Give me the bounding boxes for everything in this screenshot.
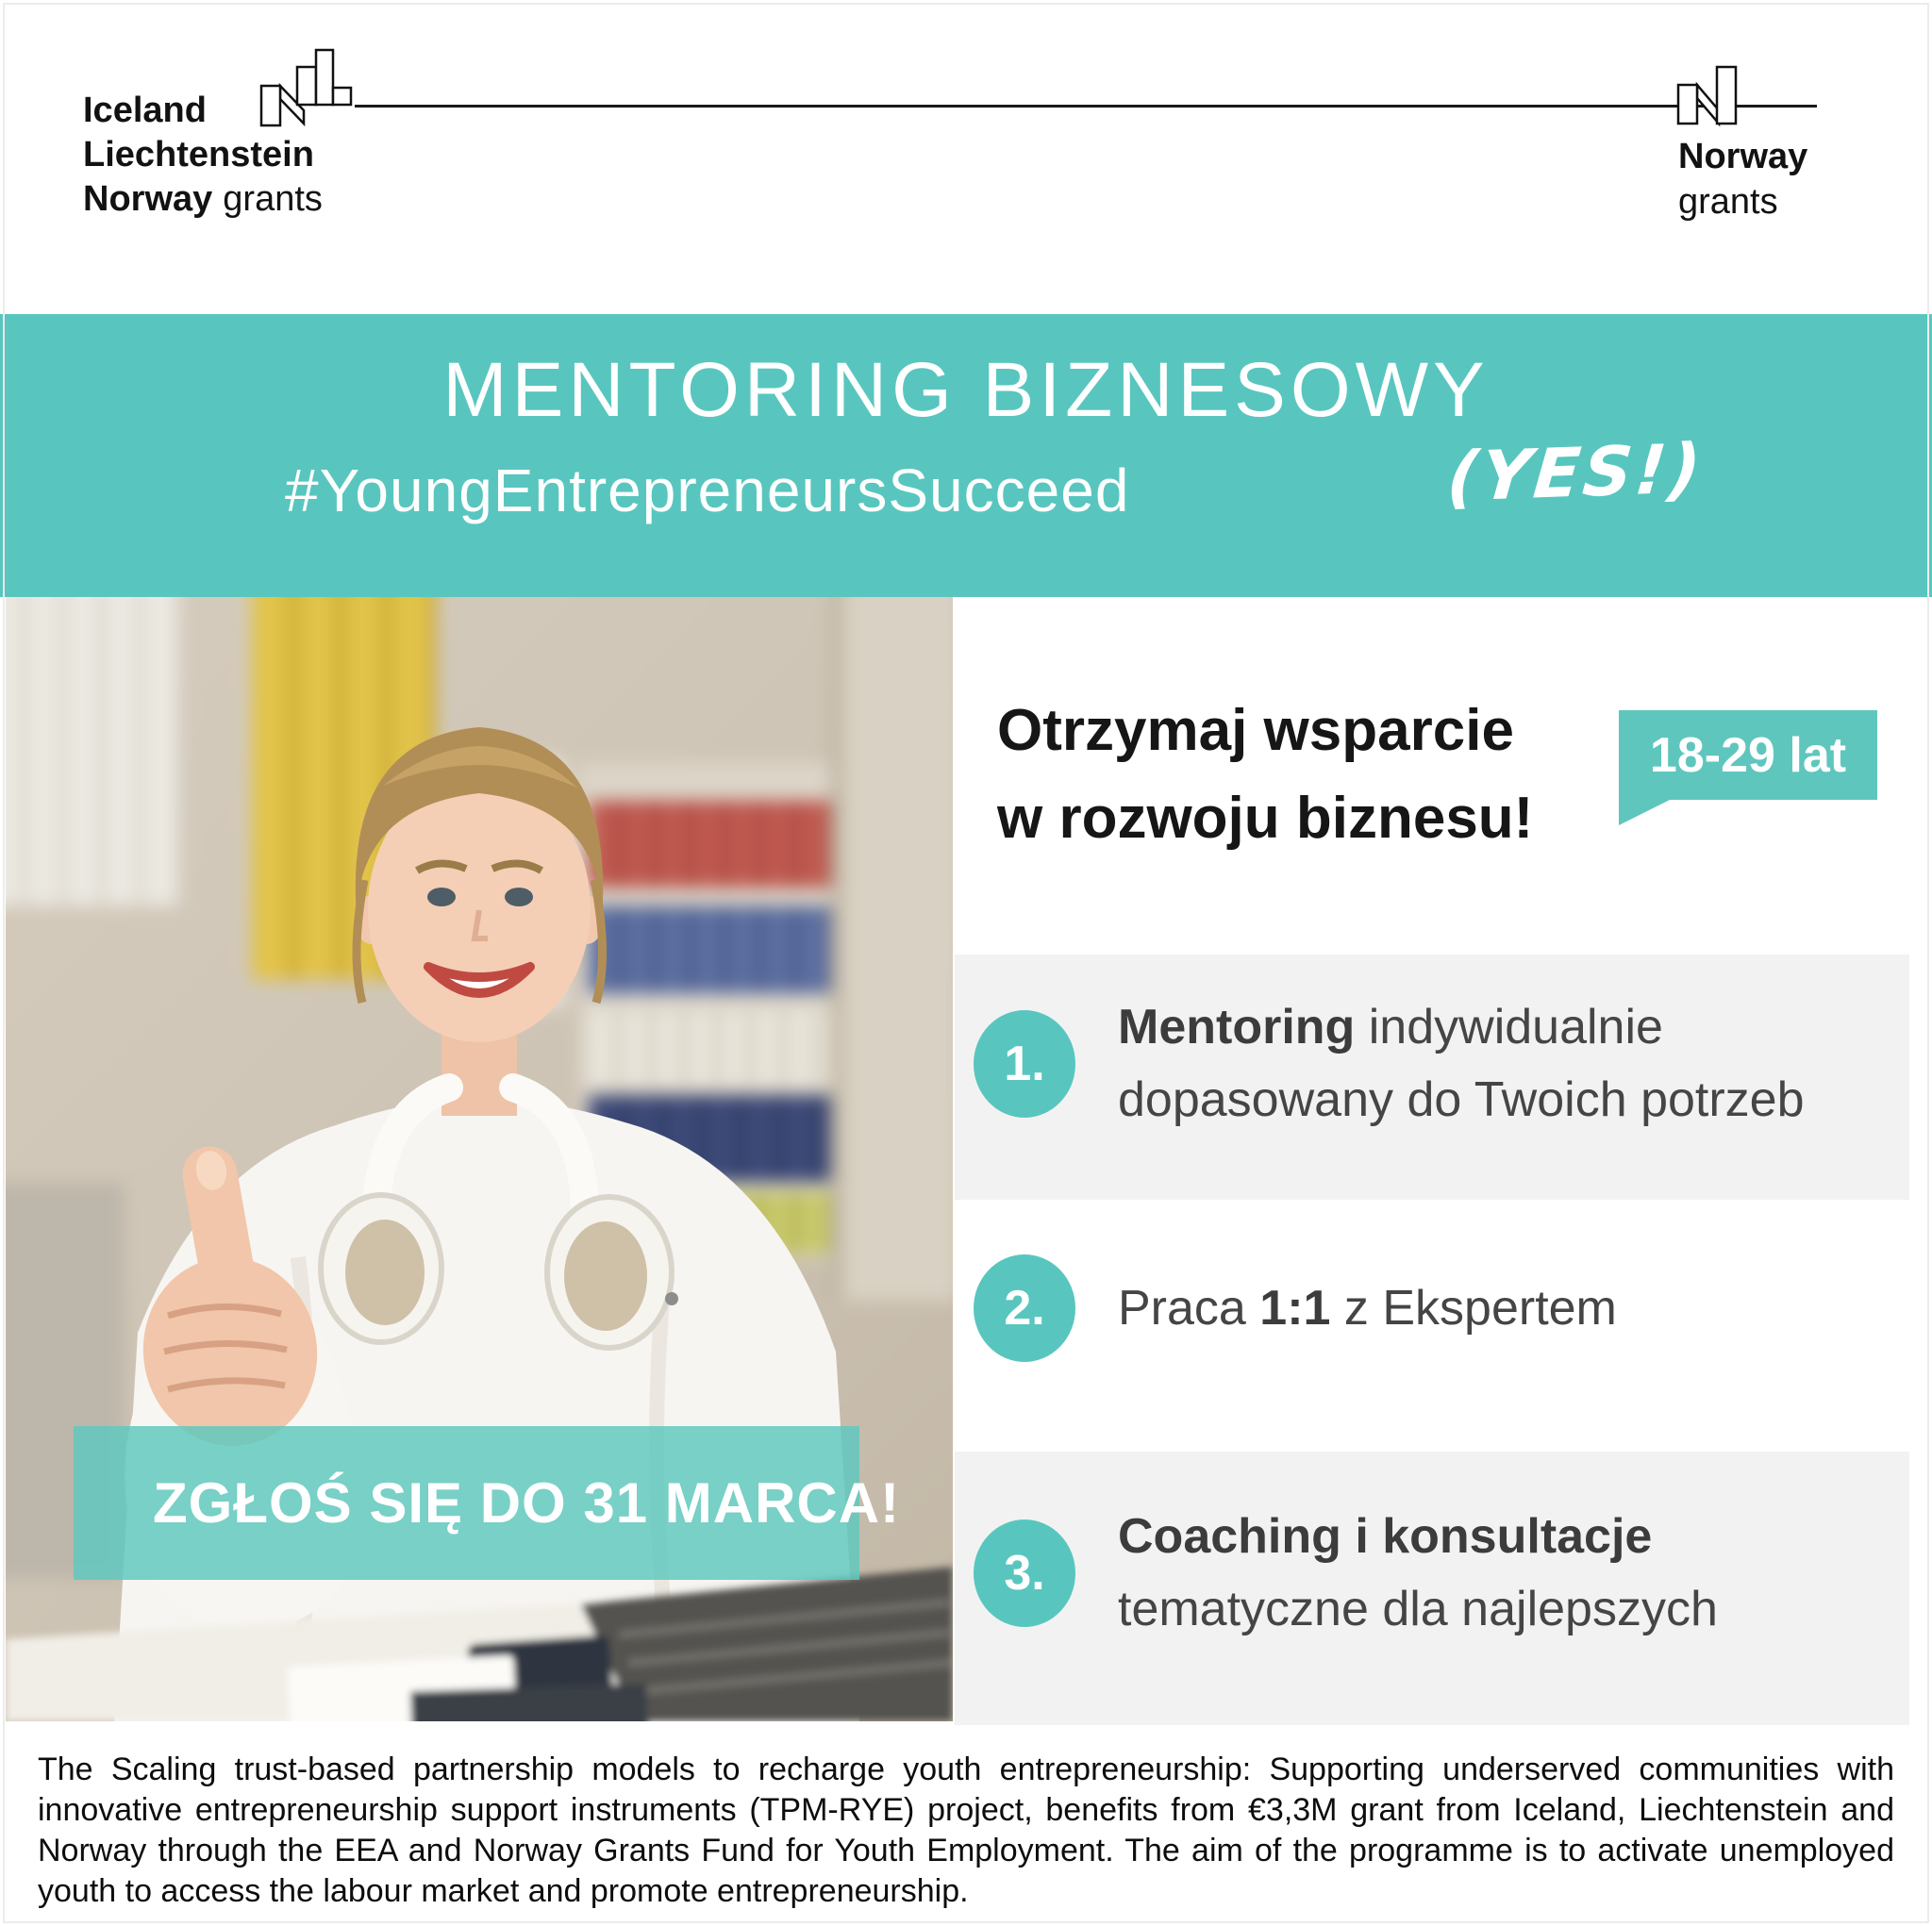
list-item-mentoring: [974, 988, 1805, 1139]
heading-line-1: Otrzymaj wsparcie: [997, 698, 1514, 763]
item-2-text: Praca 1:1 z Ekspertem: [1118, 1280, 1617, 1336]
norway-grants-bold: Norway: [1678, 137, 1808, 176]
item-1-text: Mentoring indywidualnie dopasowany do Twoich potrzeb: [1118, 1000, 1805, 1127]
banner-title: MENTORING BIZNESOWY: [442, 347, 1490, 433]
norway-grants-logo-text: [1678, 134, 1807, 224]
norway-grants-logo-icon: [1675, 57, 1743, 130]
list-item-praca: [974, 1254, 1617, 1362]
footer-paragraph: The Scaling trust-based partnership models to recharge youth entrepreneurship: Supporting underserved communities with innovative entrepreneurship support instruments (TPM-RYE) project, benefits from €3,3M grant from Iceland, Liechtenstein and Norway through the EEA and Norway Grants Fund for Youth Employment. The aim of the programme is to activate unemployed youth to access the labour market and promote entrepreneurship.: [38, 1752, 1894, 1909]
banner-hashtag: #YoungEntrepreneursSucceed: [285, 457, 1130, 524]
cta-text: ZGŁOŚ SIĘ DO 31 MARCA!: [153, 1471, 901, 1535]
eea-grants-logo-text: [83, 89, 323, 222]
age-badge: [1619, 710, 1877, 800]
heading-line-2: w rozwoju biznesu!: [997, 786, 1534, 851]
main-heading: [997, 687, 1533, 862]
cta-overlay: [74, 1426, 901, 1580]
logo-line-norway-grants: Norway grants: [83, 179, 323, 219]
logo-connector-line: [355, 105, 1817, 108]
item-2-number: 2.: [974, 1254, 1075, 1362]
banner: [0, 314, 1932, 597]
logo-line-liechtenstein: Liechtenstein: [83, 135, 314, 174]
item-3-number: 3.: [974, 1519, 1075, 1627]
list-item-coaching: [974, 1498, 1718, 1649]
item-3-text: Coaching i konsultacje tematyczne dla najlepszych: [1118, 1509, 1718, 1636]
banner-yes-mark: (YES!): [1443, 428, 1707, 517]
norway-grants-regular: grants: [1678, 182, 1778, 222]
logo-line-iceland: Iceland: [83, 91, 207, 130]
photo-woman-thumbs-up: [6, 597, 953, 1721]
age-badge-text: 18-29 lat: [1649, 727, 1847, 783]
item-1-number: 1.: [974, 1010, 1075, 1118]
